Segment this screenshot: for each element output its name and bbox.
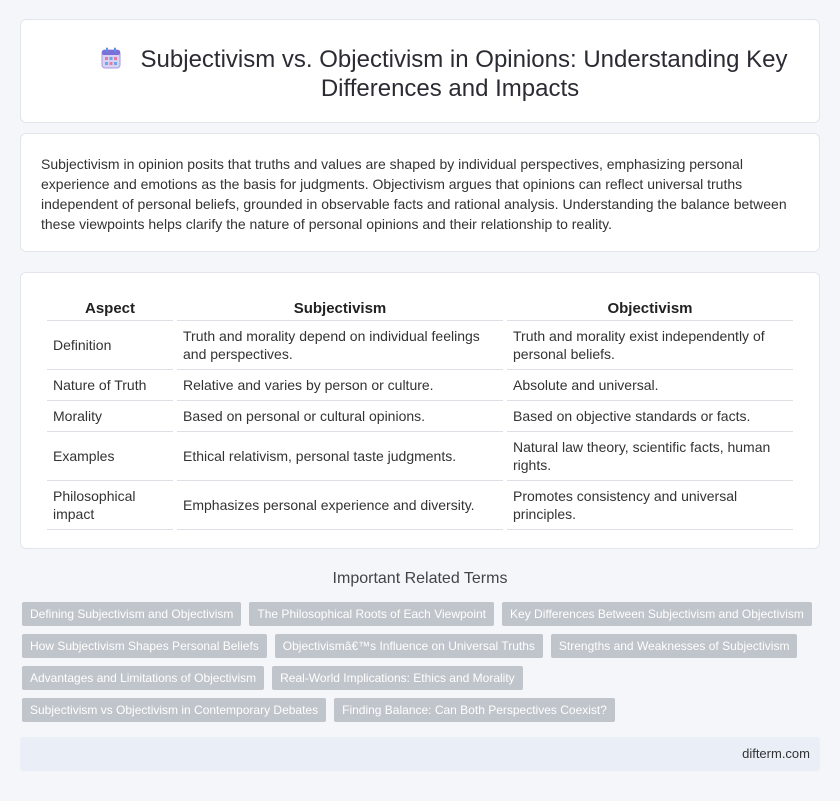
cell-subjectivism: Emphasizes personal experience and diversity. bbox=[177, 481, 503, 530]
related-terms-list bbox=[22, 602, 822, 730]
comparison-table-card bbox=[20, 272, 820, 549]
table-row bbox=[47, 401, 793, 432]
cell-subjectivism: Ethical relativism, personal taste judgments. bbox=[177, 432, 503, 481]
table-row bbox=[47, 481, 793, 530]
cell-aspect: Nature of Truth bbox=[47, 370, 173, 401]
related-term-tag[interactable]: Objectivismâ€™s Influence on Universal Truths bbox=[275, 634, 543, 658]
page-title: Subjectivism vs. Objectivism in Opinions: Understanding Key Differences and Impacts bbox=[140, 46, 788, 102]
tag-row bbox=[22, 698, 822, 722]
related-term-tag[interactable]: Key Differences Between Subjectivism and Objectivism bbox=[502, 602, 812, 626]
cell-subjectivism: Based on personal or cultural opinions. bbox=[177, 401, 503, 432]
intro-paragraph: Subjectivism in opinion posits that truths and values are shaped by individual perspectives, emphasizing personal experience and emotions as the basis for judgments. Objectivism argues that opinions can reflect universal truths independent of personal beliefs, grounded in observable facts and rational analysis. Understanding the balance between these viewpoints helps clarify the nature of personal opinions and their relationship to reality. bbox=[41, 156, 787, 232]
cell-objectivism: Based on objective standards or facts. bbox=[507, 401, 793, 432]
intro-card bbox=[20, 133, 820, 252]
footer bbox=[20, 737, 820, 771]
related-term-tag[interactable]: Real-World Implications: Ethics and Morality bbox=[272, 666, 523, 690]
header-aspect: Aspect bbox=[47, 293, 173, 321]
table-header-row bbox=[47, 293, 793, 321]
related-terms-title: Important Related Terms bbox=[332, 570, 508, 587]
related-term-tag[interactable]: The Philosophical Roots of Each Viewpoint bbox=[249, 602, 494, 626]
cell-objectivism: Absolute and universal. bbox=[507, 370, 793, 401]
header-subjectivism: Subjectivism bbox=[177, 293, 503, 321]
cell-subjectivism: Truth and morality depend on individual feelings and perspectives. bbox=[177, 321, 503, 370]
related-term-tag[interactable]: Strengths and Weaknesses of Subjectivism bbox=[551, 634, 798, 658]
tag-row bbox=[22, 666, 822, 690]
cell-objectivism: Natural law theory, scientific facts, human rights. bbox=[507, 432, 793, 481]
tag-row bbox=[22, 602, 822, 626]
related-term-tag[interactable]: Defining Subjectivism and Objectivism bbox=[22, 602, 241, 626]
cell-aspect: Examples bbox=[47, 432, 173, 481]
cell-aspect: Definition bbox=[47, 321, 173, 370]
related-term-tag[interactable]: Subjectivism vs Objectivism in Contemporary Debates bbox=[22, 698, 326, 722]
title-card bbox=[20, 19, 820, 123]
related-term-tag[interactable]: Advantages and Limitations of Objectivism bbox=[22, 666, 264, 690]
cell-aspect: Morality bbox=[47, 401, 173, 432]
table-row bbox=[47, 432, 793, 481]
related-term-tag[interactable]: How Subjectivism Shapes Personal Beliefs bbox=[22, 634, 267, 658]
cell-objectivism: Promotes consistency and universal principles. bbox=[507, 481, 793, 530]
cell-aspect: Philosophical impact bbox=[47, 481, 173, 530]
related-term-tag[interactable]: Finding Balance: Can Both Perspectives Coexist? bbox=[334, 698, 615, 722]
header-objectivism: Objectivism bbox=[507, 293, 793, 321]
tag-row bbox=[22, 634, 822, 658]
cell-objectivism: Truth and morality exist independently of personal beliefs. bbox=[507, 321, 793, 370]
cell-subjectivism: Relative and varies by person or culture. bbox=[177, 370, 503, 401]
table-row bbox=[47, 370, 793, 401]
comparison-table bbox=[43, 293, 797, 530]
table-row bbox=[47, 321, 793, 370]
footer-site-link[interactable]: difterm.com bbox=[742, 746, 810, 761]
